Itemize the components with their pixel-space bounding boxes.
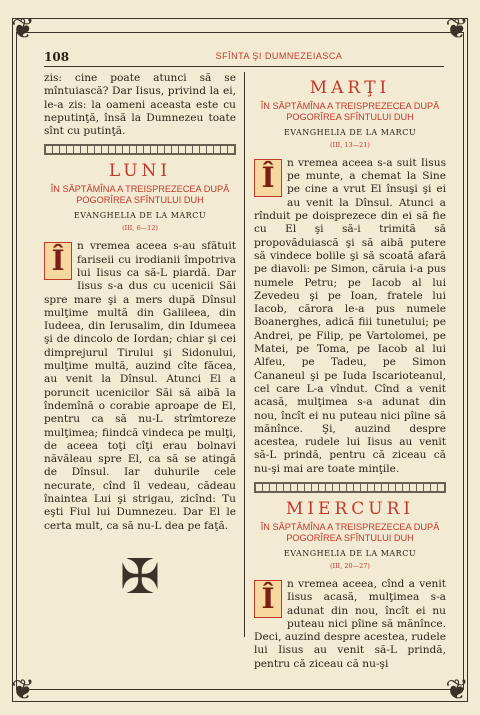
gospel-heading-luni: EVANGHELIA DE LA MARCU xyxy=(73,211,207,221)
ornamental-band xyxy=(44,144,236,155)
section-title-miercuri: MIERCURI xyxy=(285,499,415,520)
corner-ornament-top-left-icon: ❦ xyxy=(11,12,35,45)
ornamental-band xyxy=(254,482,446,493)
drop-cap-miercuri: Î xyxy=(254,580,282,618)
left-column xyxy=(44,72,236,607)
drop-cap-marti: Î xyxy=(254,159,282,197)
page-header xyxy=(44,50,444,64)
scripture-reference-miercuri: (III, 20—27) xyxy=(330,561,370,570)
column-divider xyxy=(244,72,245,637)
corner-ornament-bottom-right-icon: ❦ xyxy=(445,673,469,706)
reading-text-luni: n vremea aceea s-au sfătuit fariseii cu irodianii împotriva lui Iisus ca să-L piardă. Dar Iisus s-a dus cu ucenicii Săi spre mare şi a mers după Dînsul mulţime multă din Galileea, din Iudeea, din Ierusalim, din Idumeea şi de dincolo de Iordan; chiar şi cei dimprejurul Tirului şi Sidonului, mulţime multă, auzind cîte făcea, au venit la Dînsul. Atunci El a poruncit ucenicilor Săi să aibă la îndemînă o corabie aproape de El, pentru ca să nu-L strîmtoreze mulţimea; fiindcă vindeca pe mulţi, de aceea toţi cîţi erau bolnavi năvăleau spre El, ca să se atingă de Dînsul. Iar duhurile cele necurate, cînd îl vedeau, cădeau înaintea Lui şi strigau, zicînd: Tu eşti Fiul lui Dumnezeu. Dar El le certa mult, ca să nu-L dea pe faţă. xyxy=(44,240,236,532)
reading-text-marti: n vremea aceea s-a suit Iisus pe munte, a chemat la Sine pe cine a vrut El însuşi şi ei au venit la Dînsul. Atunci a rînduit pe doisprezece din ei să fie cu El şi să-i trimită să propovăduiască şi să aibă putere să vindece bolile şi să scoată afară pe diavoli: pe Simon, căruia i-a pus numele Petru; pe Iacob al lui Zevedeu şi pe Ioan, fratele lui Iacob, cărora le-a pus numele Boanerghes, adică fiii tunetului; pe Andrei, pe Filip, pe Vartolomei, pe Matei, pe Toma, pe Iacob al lui Alfeu, pe Tadeu, pe Simon Cananeul şi pe Iuda Iscarioteanul, cel care L-a vîndut. Cînd a venit acasă, mulţimea s-a adunat din nou, încît ei nu puteau nici pîine să mănînce. Şi, auzind despre acestea, rudele lui Iisus au venit să-L prindă, pentru că ziceau că nu-şi mai are toate minţile. xyxy=(254,156,446,475)
scripture-reference-marti: (III, 13—21) xyxy=(330,140,370,149)
scripture-reference-luni: (III, 6—12) xyxy=(122,224,158,233)
corner-ornament-bottom-left-icon: ❦ xyxy=(11,673,35,706)
drop-cap-luni: Î xyxy=(44,242,72,280)
section-subtitle-marti: ÎN SĂPTĂMÎNA A TREISPREZECEA DUPĂ POGORÎREA SFÎNTULUI DUH xyxy=(260,101,440,122)
right-column xyxy=(254,72,446,671)
section-subtitle-luni: ÎN SĂPTĂMÎNA A TREISPREZECEA DUPĂ POGORÎREA SFÎNTULUI DUH xyxy=(50,184,230,206)
gospel-heading-miercuri: EVANGHELIA DE LA MARCU xyxy=(283,548,417,558)
reading-text-miercuri: n vremea aceea, cînd a venit Iisus acasă, mulţimea s-a adunat din nou, încît ei nu puteau nici pîine să mănînce. Deci, auzind despre acestea, rudele lui Iisus au venit să-L prindă, pentru că ziceau că nu-şi xyxy=(254,577,446,670)
running-title: SFÎNTA ŞI DUMNEZEIASCA xyxy=(215,51,343,61)
double-headed-eagle-icon: ✠ xyxy=(119,548,161,605)
header-rule xyxy=(44,66,444,67)
gospel-heading-marti: EVANGHELIA DE LA MARCU xyxy=(283,127,417,137)
continued-paragraph: zis: cine poate atunci să se mîntuiască? Dar Iisus, privind la ei, le-a zis: la oameni aceasta este cu neputinţă, însă la Dumnezeu toate sînt cu putinţă. xyxy=(44,72,236,138)
section-title-marti: MARŢI xyxy=(309,78,391,98)
page-number: 108 xyxy=(44,50,70,64)
section-title-luni: LUNI xyxy=(108,161,172,182)
section-subtitle-miercuri: ÎN SĂPTĂMÎNA A TREISPREZECEA DUPĂ POGORÎREA SFÎNTULUI DUH xyxy=(260,522,440,543)
corner-ornament-top-right-icon: ❦ xyxy=(445,12,469,45)
